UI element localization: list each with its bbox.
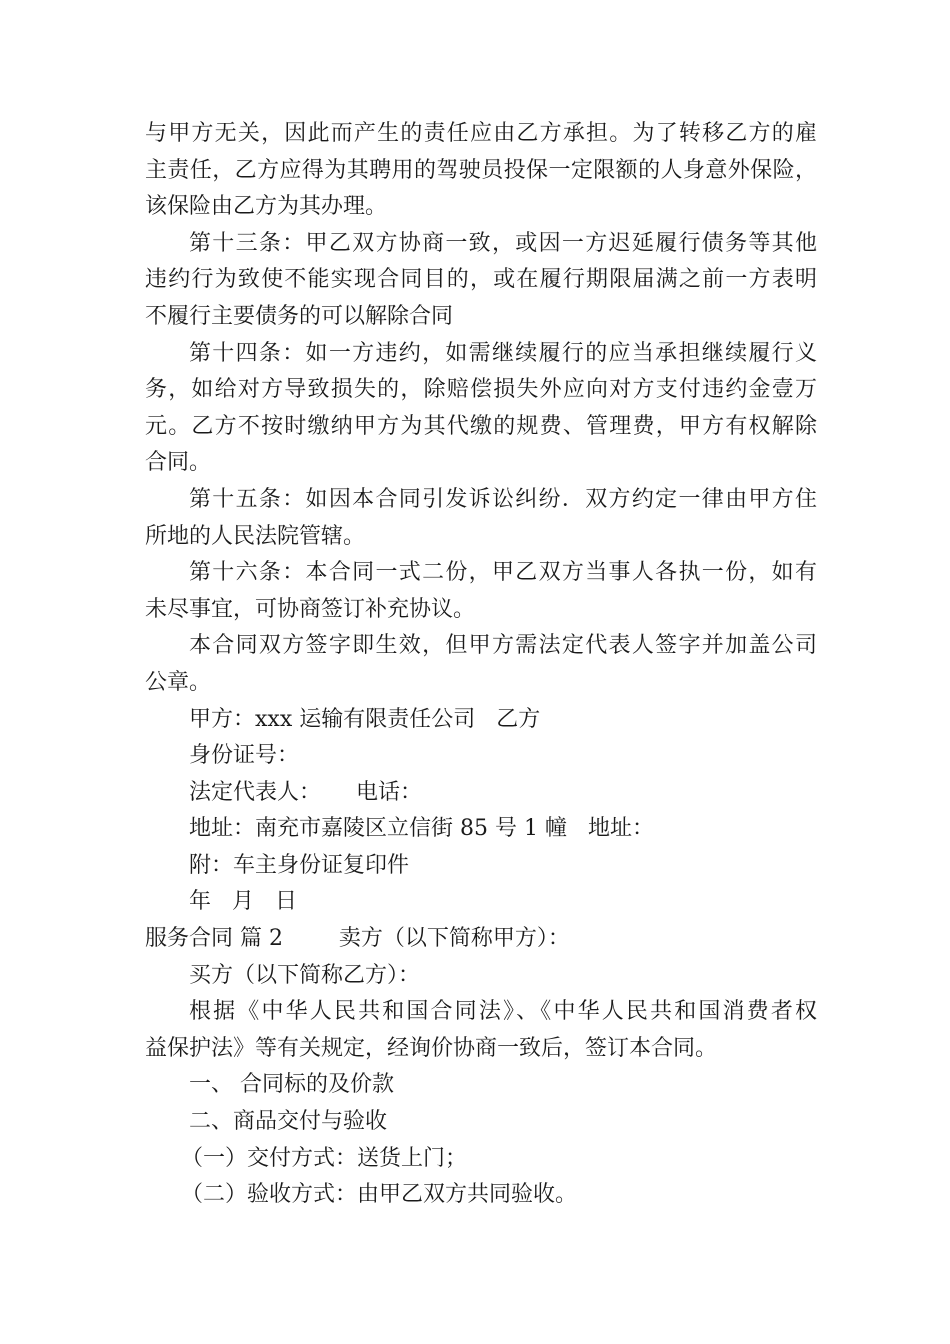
clause-13-line: 不履行主要债务的可以解除合同 [145, 303, 454, 329]
buyer-line: 买方（以下简称乙方）： [189, 962, 421, 988]
party-a-line: 甲方：xxx 运输有限责任公司 乙方 [189, 706, 541, 732]
clause-16-line: 第十六条：本合同一式二份，甲乙双方当事人各执一份，如有 [189, 560, 817, 586]
legal-representative-line: 法定代表人： 电话： [189, 779, 422, 805]
clause-15-line: 所地的人民法院管辖。 [145, 523, 366, 549]
paragraph-line: 主责任，乙方应得为其聘用的驾驶员投保一定限额的人身意外保险， [145, 157, 817, 183]
basis-line: 根据《中华人民共和国合同法》、《中华人民共和国消费者权 [189, 999, 817, 1025]
clause-16-line: 未尽事宜，可协商签订补充协议。 [145, 596, 476, 622]
attachment-line: 附：车主身份证复印件 [189, 852, 410, 878]
date-line: 年 月 日 [189, 889, 297, 915]
clause-13-line: 违约行为致使不能实现合同目的，或在履行期限届满之前一方表明 [145, 267, 817, 293]
effective-clause-line: 公章。 [145, 669, 212, 695]
effective-clause-line: 本合同双方签字即生效，但甲方需法定代表人签字并加盖公司 [189, 633, 817, 659]
paragraph-line: 与甲方无关，因此而产生的责任应由乙方承担。为了转移乙方的雇 [145, 121, 817, 146]
basis-line: 益保护法》等有关规定，经询价协商一致后，签订本合同。 [145, 1035, 718, 1061]
id-number-line: 身份证号： [189, 743, 300, 769]
clause-13-line: 第十三条：甲乙双方协商一致，或因一方迟延履行债务等其他 [189, 230, 817, 256]
contract-heading: 服务合同 篇 2 卖方（以下简称甲方）： [145, 926, 570, 952]
subsection-line: （一）交付方式：送货上门； [181, 1145, 468, 1171]
paragraph-line: 该保险由乙方为其办理。 [145, 194, 388, 220]
document-body [145, 116, 817, 1214]
clause-14-line: 务，如给对方导致损失的，除赔偿损失外应向对方支付违约金壹万 [145, 377, 817, 403]
address-line: 地址：南充市嘉陵区立信街 85 号 1 幢 地址： [189, 816, 654, 842]
clause-14-line: 元。乙方不按时缴纳甲方为其代缴的规费、管理费，甲方有权解除 [145, 413, 817, 439]
subsection-line: （二）验收方式：由甲乙双方共同验收。 [181, 1182, 578, 1208]
clause-14-line: 第十四条：如一方违约，如需继续履行的应当承担继续履行义 [189, 340, 817, 366]
clause-14-line: 合同。 [145, 450, 212, 476]
clause-15-line: 第十五条：如因本合同引发诉讼纠纷．双方约定一律由甲方住 [189, 486, 817, 512]
section-heading: 二、商品交付与验收 [189, 1109, 388, 1135]
section-heading: 一、 合同标的及价款 [189, 1072, 394, 1098]
